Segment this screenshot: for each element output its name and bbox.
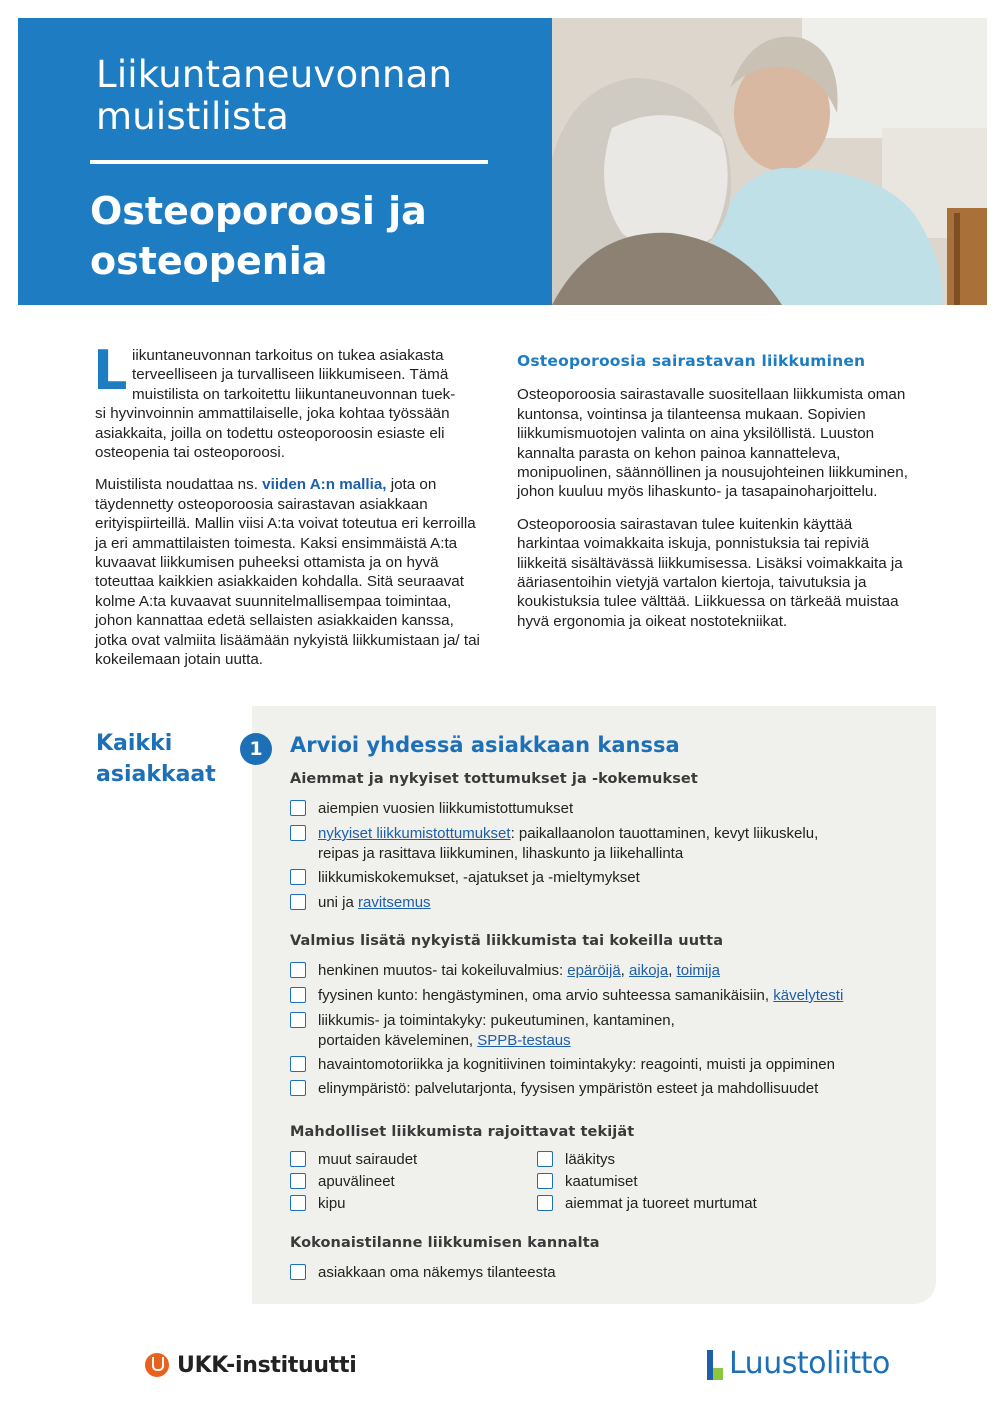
walking-test-link[interactable]: kävelytesti bbox=[773, 987, 844, 1004]
dropcap-letter: L bbox=[93, 339, 128, 402]
intro-paragraph-1 bbox=[93, 339, 490, 462]
intro-paragraph-2-start: Muistilista noudattaa ns. bbox=[95, 476, 263, 494]
luustoliitto-logo-text: Luustoliitto bbox=[729, 1346, 890, 1381]
document-title-line2: muistilista bbox=[96, 95, 290, 138]
header-photo bbox=[552, 18, 987, 305]
checkbox[interactable] bbox=[290, 987, 306, 1003]
checklist-item-label: kipu bbox=[318, 1195, 346, 1212]
checkbox[interactable] bbox=[290, 1012, 306, 1028]
header-photo-illustration bbox=[552, 18, 987, 305]
document-subtitle bbox=[90, 186, 427, 286]
checkbox[interactable] bbox=[537, 1173, 553, 1189]
checklist-item-label: lääkitys bbox=[565, 1151, 616, 1168]
checkbox[interactable] bbox=[537, 1151, 553, 1167]
checklist-item-label-line2: reipas ja rasittava liikkuminen, lihaskunto ja liikehallinta bbox=[318, 845, 684, 862]
checklist-item-label: kaatumiset bbox=[565, 1173, 638, 1190]
right-paragraph-2: Osteoporoosia sairastavan tulee kuitenkin käyttää harkintaa voimakkaita iskuja, ponnistuksia tai repiviä liikkeitä sisältävässä liikkumisessa. Lisäksi voimakkaita ja ääriasentoihin vietyjä vartalon kiertoja, taivutuksia ja koukistuksia tulee välttää. Liikkuessa on tärkeää muistaa hyvä ergonomia ja oikeat nostotekniikat. bbox=[517, 515, 903, 630]
header-divider bbox=[90, 160, 488, 164]
checkbox[interactable] bbox=[290, 1195, 306, 1211]
luustoliitto-logo-icon bbox=[707, 1350, 725, 1380]
intro-paragraph-2-end: jota on täydennetty osteoporoosia sairastavan asiakkaan erityispiirteillä. Mallin viisi A:ta voivat toteutua eri kerroilla ja eri ammattilaisten toimesta. Kaksi ensimmäistä A:ta kuvaavat liikkumisen puheeksi ottamista ja on hyvä toteuttaa kaikkien asiakkaiden kohdalla. Sitä seuraavat kolme A:ta kuvaavat suunnitelmallisempaa toimintaa, johon kannattaa edetä sellaisten asiakkaiden kanssa, jotka ovat valmiita lisäämään nykyistä liikkumistaan ja/ tai kokeilemaan jotain uutta. bbox=[95, 476, 480, 669]
intro-paragraph-1-rest: si hyvinvoinnin ammattilaiselle, joka kohtaa työssään asiakkaita, joilla on todettu osteoporoosin esiaste eli osteopenia tai osteoporoosi. bbox=[95, 405, 450, 462]
checkbox[interactable] bbox=[290, 894, 306, 910]
step-number-badge: 1 bbox=[240, 733, 272, 765]
intro-paragraph-1-line1: iikuntaneuvonnan tarkoitus on tukea asiakasta bbox=[132, 347, 444, 364]
checklist-item-label: liikkumiskokemukset, -ajatukset ja -mieltymykset bbox=[318, 869, 640, 886]
right-column-heading: Osteoporoosia sairastavan liikkuminen bbox=[517, 352, 866, 370]
hesitant-link[interactable]: epäröijä bbox=[567, 962, 621, 979]
checkbox[interactable] bbox=[290, 1080, 306, 1096]
checkbox[interactable] bbox=[290, 1264, 306, 1280]
checklist-item-text: fyysinen kunto: hengästyminen, oma arvio suhteessa samanikäisiin, bbox=[318, 987, 774, 1004]
checklist-item-text: uni ja bbox=[318, 894, 359, 911]
checkbox[interactable] bbox=[290, 1173, 306, 1189]
group-heading-limitations: Mahdolliset liikkumista rajoittavat tekijät bbox=[290, 1124, 635, 1140]
luustoliitto-logo bbox=[707, 1340, 890, 1380]
ukk-logo-text: UKK-instituutti bbox=[177, 1352, 357, 1378]
intro-left-column bbox=[93, 339, 490, 683]
ukk-institute-logo bbox=[145, 1350, 356, 1380]
document-subtitle-line1: Osteoporoosi ja bbox=[90, 189, 427, 233]
five-a-model-link[interactable]: viiden A:n mallia, bbox=[262, 476, 387, 494]
checklist-item-label-rest: : paikallaanolon tauottaminen, kevyt liikuskelu, bbox=[510, 825, 819, 842]
checkbox[interactable] bbox=[290, 1056, 306, 1072]
checklist-item-label bbox=[318, 1011, 675, 1051]
checklist-item-label bbox=[318, 986, 843, 1006]
intro-paragraph-1-line2: terveelliseen ja turvalliseen liikkumiseen. Tämä bbox=[132, 366, 449, 384]
intro-right-column bbox=[517, 352, 912, 644]
checklist-item-label: henkinen muutos- tai kokeiluvalmius: epäröijä, aikoja, toimija bbox=[318, 962, 720, 979]
checkbox[interactable] bbox=[290, 869, 306, 885]
doer-link[interactable]: toimija bbox=[676, 962, 720, 979]
checklist-item-text: liikkumis- ja toimintakyky: pukeutuminen, kantaminen, bbox=[318, 1012, 675, 1029]
checklist-item-label bbox=[318, 824, 818, 864]
checklist-item-label: asiakkaan oma näkemys tilanteesta bbox=[318, 1264, 556, 1281]
document-subtitle-line2: osteopenia bbox=[90, 239, 328, 283]
intro-paragraph-1-line3: muistilista on tarkoitettu liikuntaneuvonnan tuek- bbox=[132, 385, 456, 403]
header-title-block bbox=[18, 18, 552, 305]
document-title-line1: Liikuntaneuvonnan bbox=[96, 53, 453, 96]
checklist-item-label: apuvälineet bbox=[318, 1173, 395, 1190]
section-side-heading bbox=[96, 728, 216, 790]
checkbox[interactable] bbox=[290, 825, 306, 841]
checklist-item-label: aiemmat ja tuoreet murtumat bbox=[565, 1195, 757, 1212]
group-heading-habits: Aiemmat ja nykyiset tottumukset ja -kokemukset bbox=[290, 771, 698, 787]
checklist-item-label bbox=[318, 893, 431, 913]
nutrition-link[interactable]: ravitsemus bbox=[358, 894, 431, 911]
checkbox[interactable] bbox=[290, 1151, 306, 1167]
right-paragraph-1: Osteoporoosia sairastavalle suositellaan liikkumista oman kuntonsa, vointinsa ja tilanteensa mukaan. Sopivien liikkumismuotojen valinta on aina yksilöllistä. Luuston kannalta parasta on kehon painoa kannatteleva, monipuolinen, säännöllinen ja nousujohteinen liikkuminen, johon kuuluu myös lihaskunto- ja tasapainoharjoittelu. bbox=[517, 386, 908, 501]
checklist-item-label: havaintomotoriikka ja kognitiivinen toimintakyky: reagointi, muisti ja oppiminen bbox=[318, 1056, 835, 1073]
document-title bbox=[96, 54, 452, 138]
checklist-item-label: elinympäristö: palvelutarjonta, fyysisen ympäristön esteet ja mahdollisuudet bbox=[318, 1080, 819, 1097]
checklist-item-label: aiempien vuosien liikkumistottumukset bbox=[318, 800, 574, 817]
checkbox[interactable] bbox=[290, 800, 306, 816]
group-heading-overall: Kokonaistilanne liikkumisen kannalta bbox=[290, 1235, 600, 1251]
side-heading-line2: asiakkaat bbox=[96, 762, 216, 787]
intending-link[interactable]: aikoja bbox=[629, 962, 669, 979]
current-habits-link[interactable]: nykyiset liikkumistottumukset bbox=[318, 825, 511, 842]
ukk-logo-icon bbox=[145, 1353, 169, 1377]
checklist-title: Arvioi yhdessä asiakkaan kanssa bbox=[290, 733, 680, 757]
checklist-item-label: muut sairaudet bbox=[318, 1151, 418, 1168]
checkbox[interactable] bbox=[290, 962, 306, 978]
group-heading-readiness: Valmius lisätä nykyistä liikkumista tai kokeilla uutta bbox=[290, 933, 724, 949]
side-heading-line1: Kaikki bbox=[96, 731, 173, 756]
checklist-item-text-line2: portaiden käveleminen, bbox=[318, 1032, 478, 1049]
checklist-item-text: henkinen muutos- tai kokeiluvalmius: bbox=[318, 962, 568, 979]
checkbox[interactable] bbox=[537, 1195, 553, 1211]
intro-paragraph-2 bbox=[95, 475, 490, 669]
sppb-test-link[interactable]: SPPB-testaus bbox=[477, 1032, 571, 1049]
header-banner bbox=[18, 18, 987, 305]
